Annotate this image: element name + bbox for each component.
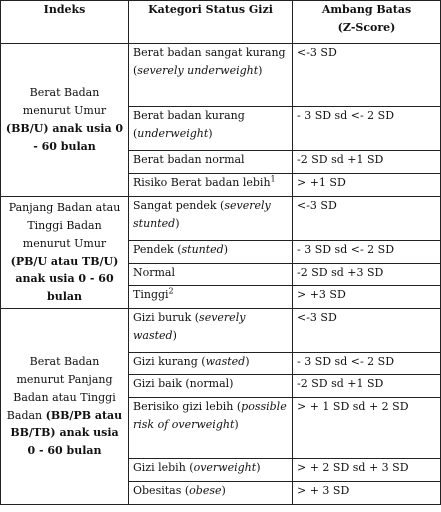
- category-text: Berat badan sangat kurang (: [133, 46, 286, 77]
- index-cell: [1, 44, 129, 197]
- category-english: overweight: [193, 461, 257, 474]
- header-row: [1, 1, 441, 44]
- header-ambang: [293, 1, 441, 44]
- category-text: Tinggi: [133, 288, 169, 301]
- category-text: Obesitas (: [133, 484, 190, 497]
- category-text: Normal: [133, 266, 176, 279]
- threshold-cell: -2 SD sd +1 SD: [293, 375, 441, 398]
- threshold-cell: -2 SD sd +1 SD: [293, 151, 441, 174]
- table-row: [1, 197, 441, 241]
- category-cell: [129, 264, 293, 286]
- threshold-cell: <-3 SD: [293, 44, 441, 107]
- header-ambang-line1: Ambang Batas: [321, 3, 412, 16]
- index-cell: [1, 197, 129, 309]
- category-english: wasted: [205, 355, 246, 368]
- category-cell: [129, 174, 293, 197]
- threshold-cell: <-3 SD: [293, 197, 441, 241]
- index-name: Berat Badan menurut Umur: [22, 86, 107, 118]
- index-code: (BB/PB atau BB/TB) anak usia 0 - 60 bulan: [10, 408, 123, 458]
- category-english: obese: [189, 484, 222, 497]
- category-text: Berisiko gizi lebih (: [133, 400, 242, 413]
- index-name: Panjang Badan atau Tinggi Badan menurut Umur: [8, 201, 121, 250]
- threshold-cell: > + 2 SD sd + 3 SD: [293, 459, 441, 482]
- index-name: Berat Badan menurut Panjang Badan atau Tinggi Badan: [6, 355, 116, 422]
- category-close: ): [258, 63, 263, 77]
- category-close: ): [234, 417, 239, 431]
- category-english: severely stunted: [133, 199, 271, 230]
- header-indeks: Indeks: [1, 1, 129, 44]
- threshold-cell: <-3 SD: [293, 309, 441, 353]
- category-text: Pendek (: [133, 243, 182, 256]
- category-cell: [129, 398, 293, 459]
- category-close: ): [172, 328, 177, 342]
- category-cell: [129, 241, 293, 264]
- category-english: severely underweight: [137, 63, 259, 77]
- category-english: possible risk of overweight: [133, 400, 287, 431]
- category-text: Berat badan normal: [133, 153, 245, 166]
- threshold-cell: > + 1 SD sd + 2 SD: [293, 398, 441, 459]
- category-close: ): [245, 355, 250, 368]
- footnote-marker: 1: [270, 174, 276, 184]
- threshold-cell: > +3 SD: [293, 286, 441, 309]
- category-text: Gizi baik (normal): [133, 377, 234, 390]
- category-close: ): [256, 461, 261, 474]
- category-cell: [129, 375, 293, 398]
- category-cell: [129, 107, 293, 151]
- category-english: severely wasted: [133, 311, 246, 342]
- threshold-cell: - 3 SD sd <- 2 SD: [293, 241, 441, 264]
- category-cell: [129, 286, 293, 309]
- category-text: Sangat pendek (: [133, 199, 225, 212]
- footnote-marker: 2: [168, 286, 174, 296]
- category-text: Gizi buruk (: [133, 311, 200, 324]
- threshold-cell: > + 3 SD: [293, 482, 441, 505]
- category-english: underweight: [137, 126, 209, 140]
- category-text: Gizi lebih (: [133, 461, 194, 474]
- category-text: Risiko Berat badan lebih: [133, 176, 271, 189]
- category-text: Gizi kurang (: [133, 355, 206, 368]
- category-close: ): [175, 216, 180, 230]
- index-code: (PB/U atau TB/U) anak usia 0 - 60 bulan: [10, 254, 119, 304]
- category-cell: [129, 482, 293, 505]
- index-code: (BB/U) anak usia 0 - 60 bulan: [5, 122, 124, 153]
- category-text: Berat badan kurang (: [133, 109, 245, 140]
- header-kategori: Kategori Status Gizi: [129, 1, 293, 44]
- header-ambang-line2: (Z-Score): [337, 20, 396, 34]
- category-cell: [129, 151, 293, 174]
- category-cell: [129, 353, 293, 375]
- table-row: [1, 309, 441, 353]
- category-close: ): [221, 484, 226, 497]
- category-english: stunted: [181, 243, 224, 256]
- table-body: [1, 44, 441, 505]
- category-close: ): [223, 243, 229, 256]
- category-cell: [129, 197, 293, 241]
- category-cell: [129, 309, 293, 353]
- category-cell: [129, 459, 293, 482]
- threshold-cell: - 3 SD sd <- 2 SD: [293, 353, 441, 375]
- index-cell: [1, 309, 129, 505]
- threshold-cell: -2 SD sd +3 SD: [293, 264, 441, 286]
- category-cell: [129, 44, 293, 107]
- threshold-cell: > +1 SD: [293, 174, 441, 197]
- threshold-cell: - 3 SD sd <- 2 SD: [293, 107, 441, 151]
- table-row: [1, 44, 441, 107]
- category-close: ): [208, 126, 213, 140]
